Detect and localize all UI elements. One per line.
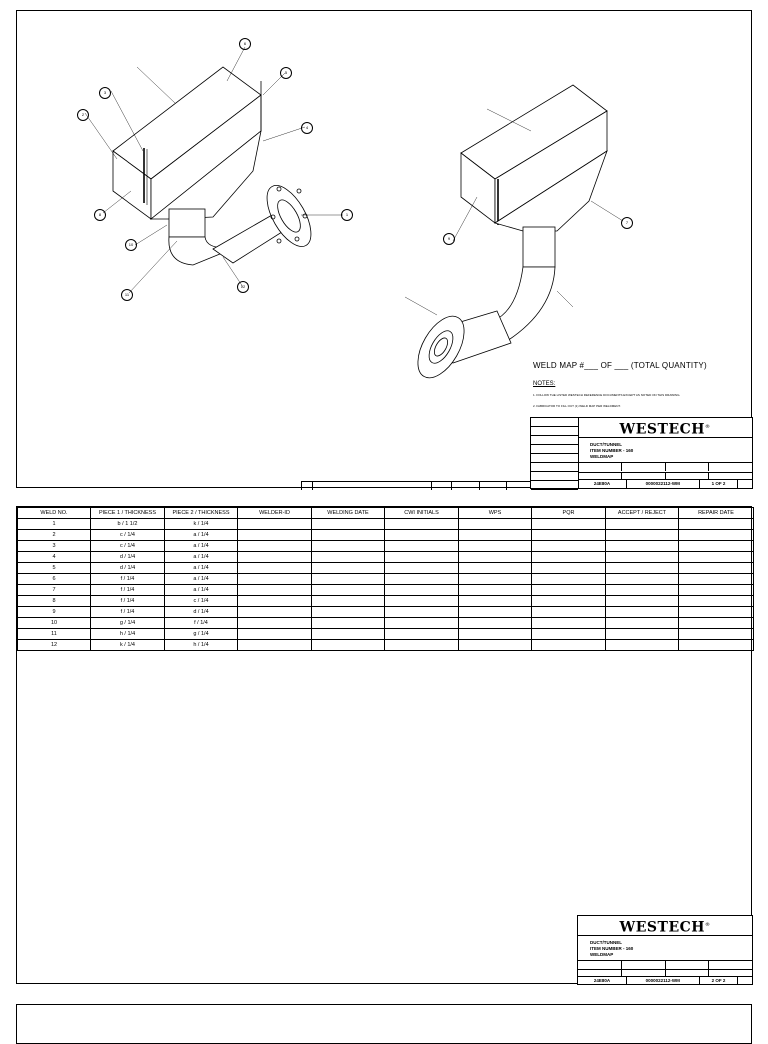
col-welding-date: WELDING DATE <box>312 508 385 519</box>
piece-1: f / 1/4 <box>91 607 165 618</box>
cell <box>606 563 679 574</box>
cell <box>385 629 459 640</box>
weld-no: 1 <box>18 519 91 530</box>
title-block-main <box>578 916 752 984</box>
cell <box>459 585 532 596</box>
cell <box>679 618 754 629</box>
title-block-sheet-2 <box>577 915 753 985</box>
col-pqr: PQR <box>532 508 606 519</box>
cell <box>312 574 385 585</box>
piece-1: d / 1/4 <box>91 552 165 563</box>
table-row <box>18 563 754 574</box>
piece-2: a / 1/4 <box>165 552 238 563</box>
balloon-6: 6 <box>239 38 251 50</box>
cell <box>679 552 754 563</box>
cell <box>679 607 754 618</box>
table-row <box>18 552 754 563</box>
table-row <box>18 607 754 618</box>
piece-1: c / 1/4 <box>91 530 165 541</box>
cell <box>679 530 754 541</box>
piece-2: g / 1/4 <box>165 629 238 640</box>
cell <box>606 618 679 629</box>
weld-no: 10 <box>18 618 91 629</box>
cell <box>679 640 754 651</box>
piece-2: h / 1/4 <box>165 640 238 651</box>
title-block-grid <box>531 418 579 488</box>
note-1: 1. FOLLOW THE LISTED WESTECH REFERENCE DOCUMENTS EXCEPT AS NOTED ON THIS DRAWING. <box>533 393 681 397</box>
title-block-main <box>578 418 752 488</box>
weld-no: 6 <box>18 574 91 585</box>
cell <box>238 607 312 618</box>
cell <box>532 607 606 618</box>
cell <box>679 519 754 530</box>
cell <box>679 541 754 552</box>
balloon-2: 2 <box>77 109 89 121</box>
balloon-5: 5 <box>280 67 292 79</box>
weld-map-title: WELD MAP #___ OF ___ (TOTAL QUANTITY) <box>533 361 707 370</box>
col-wps: WPS <box>459 508 532 519</box>
table-row <box>18 574 754 585</box>
weld-no: 11 <box>18 629 91 640</box>
drawing-sheet-1 <box>16 10 752 488</box>
piece-1: f / 1/4 <box>91 574 165 585</box>
piece-1: d / 1/4 <box>91 563 165 574</box>
cell <box>606 541 679 552</box>
cell <box>459 629 532 640</box>
cell <box>606 585 679 596</box>
weld-no: 2 <box>18 530 91 541</box>
cell <box>385 530 459 541</box>
piece-2: d / 1/4 <box>165 607 238 618</box>
balloon-12: 12 <box>237 281 249 293</box>
piece-1: c / 1/4 <box>91 541 165 552</box>
cell <box>385 574 459 585</box>
balloon-3: 3 <box>99 87 111 99</box>
piece-2: a / 1/4 <box>165 530 238 541</box>
piece-2: a / 1/4 <box>165 541 238 552</box>
title-block-sheet-1 <box>530 417 753 489</box>
col-weld-no: WELD NO. <box>18 508 91 519</box>
title-line-1: DUCT/TUNNEL <box>590 442 622 447</box>
cell <box>532 563 606 574</box>
table-row <box>18 629 754 640</box>
balloon-4: 4 <box>301 122 313 134</box>
job-number: 24E80A <box>578 977 627 985</box>
col-piece-2: PIECE 2 / THICKNESS <box>165 508 238 519</box>
title-line-3: WELDMAP <box>590 952 614 957</box>
weld-no: 3 <box>18 541 91 552</box>
cell <box>606 629 679 640</box>
piece-1: h / 1/4 <box>91 629 165 640</box>
cell <box>238 585 312 596</box>
cell <box>606 574 679 585</box>
drawing-sheet-3 <box>16 1004 752 1044</box>
cell <box>459 574 532 585</box>
cell <box>679 563 754 574</box>
cell <box>238 563 312 574</box>
cell <box>606 519 679 530</box>
balloon-9: 9 <box>443 233 455 245</box>
cell <box>679 596 754 607</box>
cell <box>459 640 532 651</box>
col-repair-date: REPAIR DATE <box>679 508 754 519</box>
weld-no: 12 <box>18 640 91 651</box>
piece-1: b / 1 1/2 <box>91 519 165 530</box>
cell <box>459 519 532 530</box>
title-block-row-blank-2 <box>578 969 752 976</box>
cell <box>312 596 385 607</box>
cell <box>459 607 532 618</box>
piece-2: c / 1/4 <box>165 596 238 607</box>
title-line-3: WELDMAP <box>590 454 614 459</box>
cell <box>606 530 679 541</box>
piece-2: f / 1/4 <box>165 618 238 629</box>
cell <box>312 541 385 552</box>
balloon-8: 8 <box>94 209 106 221</box>
cell <box>385 585 459 596</box>
balloon-11: 11 <box>121 289 133 301</box>
cell <box>385 541 459 552</box>
col-cwi-initials: CWI INITIALS <box>385 508 459 519</box>
cell <box>606 596 679 607</box>
cell <box>312 607 385 618</box>
piece-1: g / 1/4 <box>91 618 165 629</box>
cell <box>532 585 606 596</box>
piece-2: k / 1/4 <box>165 519 238 530</box>
cell <box>459 541 532 552</box>
sheet-number: 2 OF 2 <box>700 977 739 985</box>
cell <box>385 563 459 574</box>
table-row <box>18 530 754 541</box>
revision-strip <box>301 481 531 490</box>
cell <box>238 640 312 651</box>
weld-no: 9 <box>18 607 91 618</box>
notes-heading: NOTES: <box>533 381 556 387</box>
balloon-1: 1 <box>341 209 353 221</box>
drawing-sheet-2 <box>16 506 752 984</box>
cell <box>238 596 312 607</box>
cell <box>312 640 385 651</box>
job-number: 24E80A <box>578 480 627 488</box>
title-line-2: ITEM NUMBER - 160 <box>590 448 634 453</box>
cell <box>385 607 459 618</box>
westech-logo: WESTECH® <box>578 418 752 438</box>
col-piece-1: PIECE 1 / THICKNESS <box>91 508 165 519</box>
cell <box>532 618 606 629</box>
cell <box>532 596 606 607</box>
cell <box>238 618 312 629</box>
cell <box>238 519 312 530</box>
piece-2: a / 1/4 <box>165 574 238 585</box>
cell <box>385 618 459 629</box>
right-assembly <box>408 85 607 385</box>
piece-1: f / 1/4 <box>91 585 165 596</box>
cell <box>238 629 312 640</box>
title-block-row-blank-2 <box>578 472 752 479</box>
cell <box>606 640 679 651</box>
cell <box>459 618 532 629</box>
table-row <box>18 618 754 629</box>
col-accept-reject: ACCEPT / REJECT <box>606 508 679 519</box>
cell <box>238 574 312 585</box>
cell <box>238 552 312 563</box>
note-2: 2. FABRICATOR TO FILL OUT (1) WELD MAP PER WELDMENT. <box>533 404 621 408</box>
cell <box>679 629 754 640</box>
cell <box>459 552 532 563</box>
table-row <box>18 585 754 596</box>
piece-2: a / 1/4 <box>165 585 238 596</box>
cell <box>385 519 459 530</box>
sheet-number: 1 OF 2 <box>700 480 739 488</box>
cell <box>532 552 606 563</box>
cell <box>312 519 385 530</box>
piece-2: a / 1/4 <box>165 563 238 574</box>
cell <box>385 552 459 563</box>
title-block-numbers <box>578 976 752 985</box>
title-line-2: ITEM NUMBER - 160 <box>590 946 634 951</box>
weld-no: 4 <box>18 552 91 563</box>
balloon-7: 7 <box>621 217 633 229</box>
cell <box>459 530 532 541</box>
cell <box>312 563 385 574</box>
cell <box>606 552 679 563</box>
table-row <box>18 596 754 607</box>
piece-1: k / 1/4 <box>91 640 165 651</box>
cell <box>532 640 606 651</box>
cell <box>532 519 606 530</box>
table-row <box>18 640 754 651</box>
left-assembly <box>113 67 320 265</box>
cell <box>459 596 532 607</box>
weld-no: 5 <box>18 563 91 574</box>
weld-table-header <box>18 508 754 519</box>
cell <box>532 574 606 585</box>
cell <box>312 618 385 629</box>
balloon-10: 10 <box>125 239 137 251</box>
title-block-row-blank <box>578 960 752 969</box>
title-line-1: DUCT/TUNNEL <box>590 940 622 945</box>
westech-logo: WESTECH® <box>578 916 752 936</box>
col-welder-id: WELDER-ID <box>238 508 312 519</box>
cell <box>238 530 312 541</box>
cell <box>312 629 385 640</box>
document-number: 0000022112-WM <box>627 480 700 488</box>
cell <box>532 541 606 552</box>
cell <box>312 530 385 541</box>
cell <box>679 585 754 596</box>
weld-no: 8 <box>18 596 91 607</box>
cell <box>385 596 459 607</box>
cell <box>679 574 754 585</box>
cell <box>385 640 459 651</box>
cell <box>238 541 312 552</box>
document-number: 0000022112-WM <box>627 977 700 985</box>
cell <box>459 563 532 574</box>
title-block-numbers <box>578 479 752 488</box>
piece-1: f / 1/4 <box>91 596 165 607</box>
cell <box>312 585 385 596</box>
cell <box>532 530 606 541</box>
table-row <box>18 541 754 552</box>
weld-no: 7 <box>18 585 91 596</box>
weld-table <box>17 507 754 651</box>
title-block-row-blank <box>578 462 752 471</box>
cell <box>312 552 385 563</box>
cell <box>532 629 606 640</box>
table-row <box>18 519 754 530</box>
cell <box>606 607 679 618</box>
